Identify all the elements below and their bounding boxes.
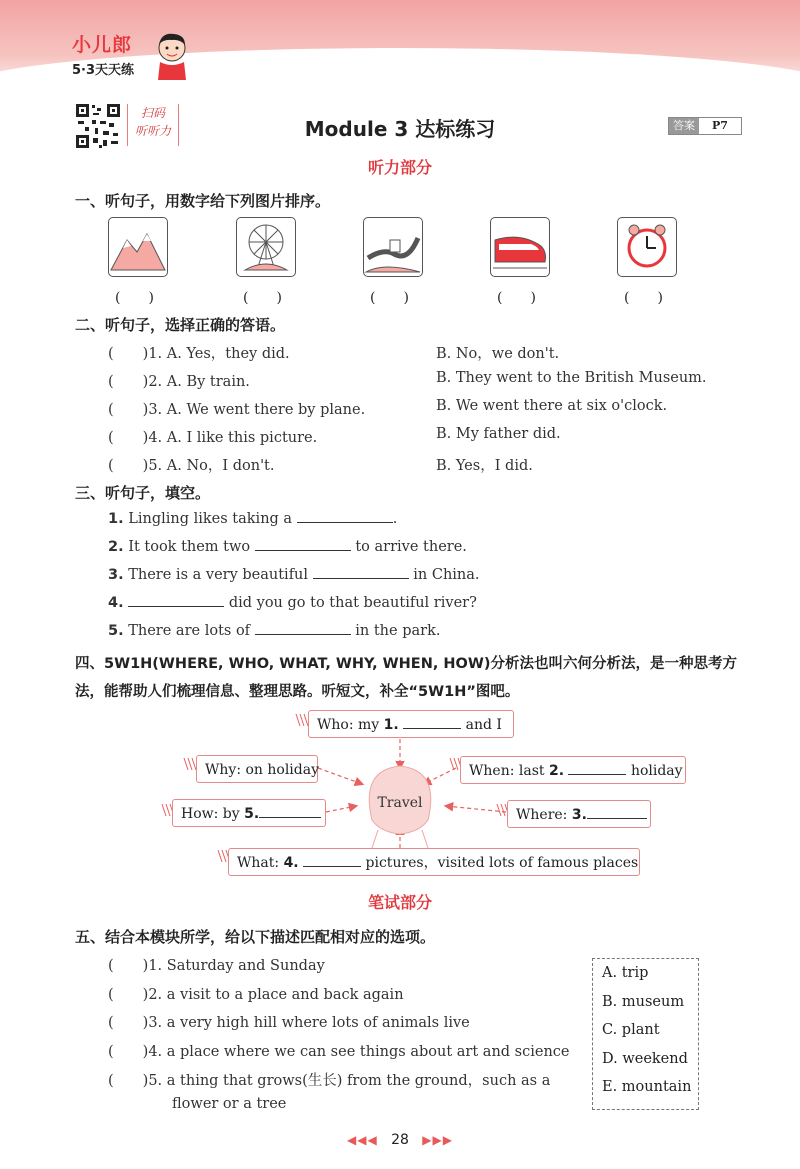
q5-item-5: ( )5. a thing that grows(生长) from the ground，such as a — [108, 1073, 551, 1089]
right-arrows-icon: ▶▶▶ — [422, 1133, 453, 1147]
answer-paren[interactable]: ( ) — [108, 374, 149, 390]
how-node: How: by 5. — [172, 799, 326, 827]
answer-paren[interactable]: ( ) — [108, 1073, 149, 1089]
q5-item-2: ( )2. a visit to a place and back again — [108, 987, 404, 1003]
fill-blank[interactable] — [297, 510, 393, 523]
page-number: ◀◀◀ 28 ▶▶▶ — [347, 1132, 453, 1148]
fill-blank[interactable] — [128, 594, 224, 607]
q3-item-4: 4. did you go to that beautiful river? — [108, 595, 477, 611]
answer-paren[interactable]: ( ) — [108, 458, 149, 474]
q5-item-4: ( )4. a place where we can see things about art and science — [108, 1044, 570, 1060]
left-arrows-icon: ◀◀◀ — [347, 1133, 378, 1147]
brand-name: 小儿郎 — [72, 34, 133, 56]
q5-prompt: 五、结合本模块所学，给以下描述匹配相对应的选项。 — [75, 928, 436, 946]
fill-blank[interactable] — [303, 854, 361, 867]
q2-item-2: ( )2. A. By train. — [108, 374, 250, 390]
train-icon — [490, 217, 550, 277]
answer-reference: 答案 P7 — [668, 117, 742, 135]
answer-paren[interactable]: ( ) — [108, 402, 149, 418]
fill-blank[interactable] — [568, 762, 626, 775]
fill-blank[interactable] — [255, 538, 351, 551]
q3-prompt: 三、听句子，填空。 — [75, 484, 211, 502]
q1-answer-3[interactable]: ( ) — [370, 290, 409, 306]
q1-answer-1[interactable]: ( ) — [115, 290, 154, 306]
who-node: Who: my 1. and I — [308, 710, 514, 738]
answer-paren[interactable]: ( ) — [108, 1015, 149, 1031]
when-node: When: last 2. holiday — [460, 756, 686, 784]
q1-answer-5[interactable]: ( ) — [624, 290, 663, 306]
answer-paren[interactable]: ( ) — [108, 1044, 149, 1060]
answer-paren[interactable]: ( ) — [108, 430, 149, 446]
fill-blank[interactable] — [587, 806, 647, 819]
what-node: What: 4. pictures，visited lots of famous places — [228, 848, 640, 876]
ferris-wheel-icon — [236, 217, 296, 277]
q3-item-3: 3. There is a very beautiful in China. — [108, 567, 480, 583]
q2-option-b-1: B. No，we don't. — [436, 346, 560, 362]
option-d: D. weekend — [602, 1050, 688, 1067]
q2-item-4: ( )4. A. I like this picture. — [108, 430, 318, 446]
q1-answer-4[interactable]: ( ) — [497, 290, 536, 306]
q1-answer-2[interactable]: ( ) — [243, 290, 282, 306]
listening-section-title: 听力部分 — [367, 158, 432, 177]
q5-options-box — [592, 958, 699, 1110]
q3-item-2: 2. It took them two to arrive there. — [108, 539, 467, 555]
q5-item-5-continued: flower or a tree — [172, 1096, 287, 1112]
option-a: A. trip — [602, 965, 649, 981]
writing-section-title: 笔试部分 — [367, 893, 432, 912]
q2-option-b-5: B. Yes，I did. — [436, 458, 533, 474]
scan-listen-label: 扫码 听听力 — [127, 104, 179, 146]
q5-item-3: ( )3. a very high hill where lots of animals live — [108, 1015, 470, 1031]
answer-paren[interactable]: ( ) — [108, 987, 149, 1003]
q2-prompt: 二、听句子，选择正确的答语。 — [75, 316, 286, 334]
fill-blank[interactable] — [259, 805, 321, 818]
fill-blank[interactable] — [255, 622, 351, 635]
option-c: C. plant — [602, 1022, 660, 1038]
q3-item-1: 1. Lingling likes taking a . — [108, 511, 398, 527]
fill-blank[interactable] — [403, 716, 461, 729]
q3-item-5: 5. There are lots of in the park. — [108, 623, 441, 639]
option-b: B. museum — [602, 993, 685, 1010]
page-title: Module 3 达标练习 — [304, 117, 496, 141]
q2-item-3: ( )3. A. We went there by plane. — [108, 402, 366, 418]
why-node: Why: on holiday — [196, 755, 318, 783]
q2-option-b-3: B. We went there at six o'clock. — [436, 398, 668, 414]
answer-paren[interactable]: ( ) — [108, 958, 149, 974]
mountains-icon — [108, 217, 168, 277]
q4-prompt-line2: 法，能帮助人们梳理信息、整理思路。听短文，补全“5W1H”图吧。 — [75, 684, 520, 700]
brand-series: 5·3天天练 — [72, 63, 135, 78]
fill-blank[interactable] — [313, 566, 409, 579]
q2-item-1: ( )1. A. Yes，they did. — [108, 346, 290, 362]
where-node: Where: 3. — [507, 800, 651, 828]
q1-prompt: 一、听句子，用数字给下列图片排序。 — [75, 192, 331, 210]
mascot-boy-icon — [152, 30, 192, 80]
q2-option-b-2: B. They went to the British Museum. — [436, 370, 707, 386]
answer-paren[interactable]: ( ) — [108, 346, 149, 362]
option-e: E. mountain — [602, 1079, 692, 1095]
q2-option-b-4: B. My father did. — [436, 426, 561, 442]
great-wall-icon — [363, 217, 423, 277]
q4-prompt-line1: 四、5W1H(WHERE, WHO, WHAT, WHY, WHEN, HOW)分析法也叫六何分析法，是一种思考方 — [75, 656, 737, 672]
clock-icon — [617, 217, 677, 277]
q5-item-1: ( )1. Saturday and Sunday — [108, 958, 325, 974]
mindmap-center: Travel — [377, 795, 423, 811]
brand-logo — [72, 30, 134, 78]
q2-item-5: ( )5. A. No，I don't. — [108, 458, 275, 474]
